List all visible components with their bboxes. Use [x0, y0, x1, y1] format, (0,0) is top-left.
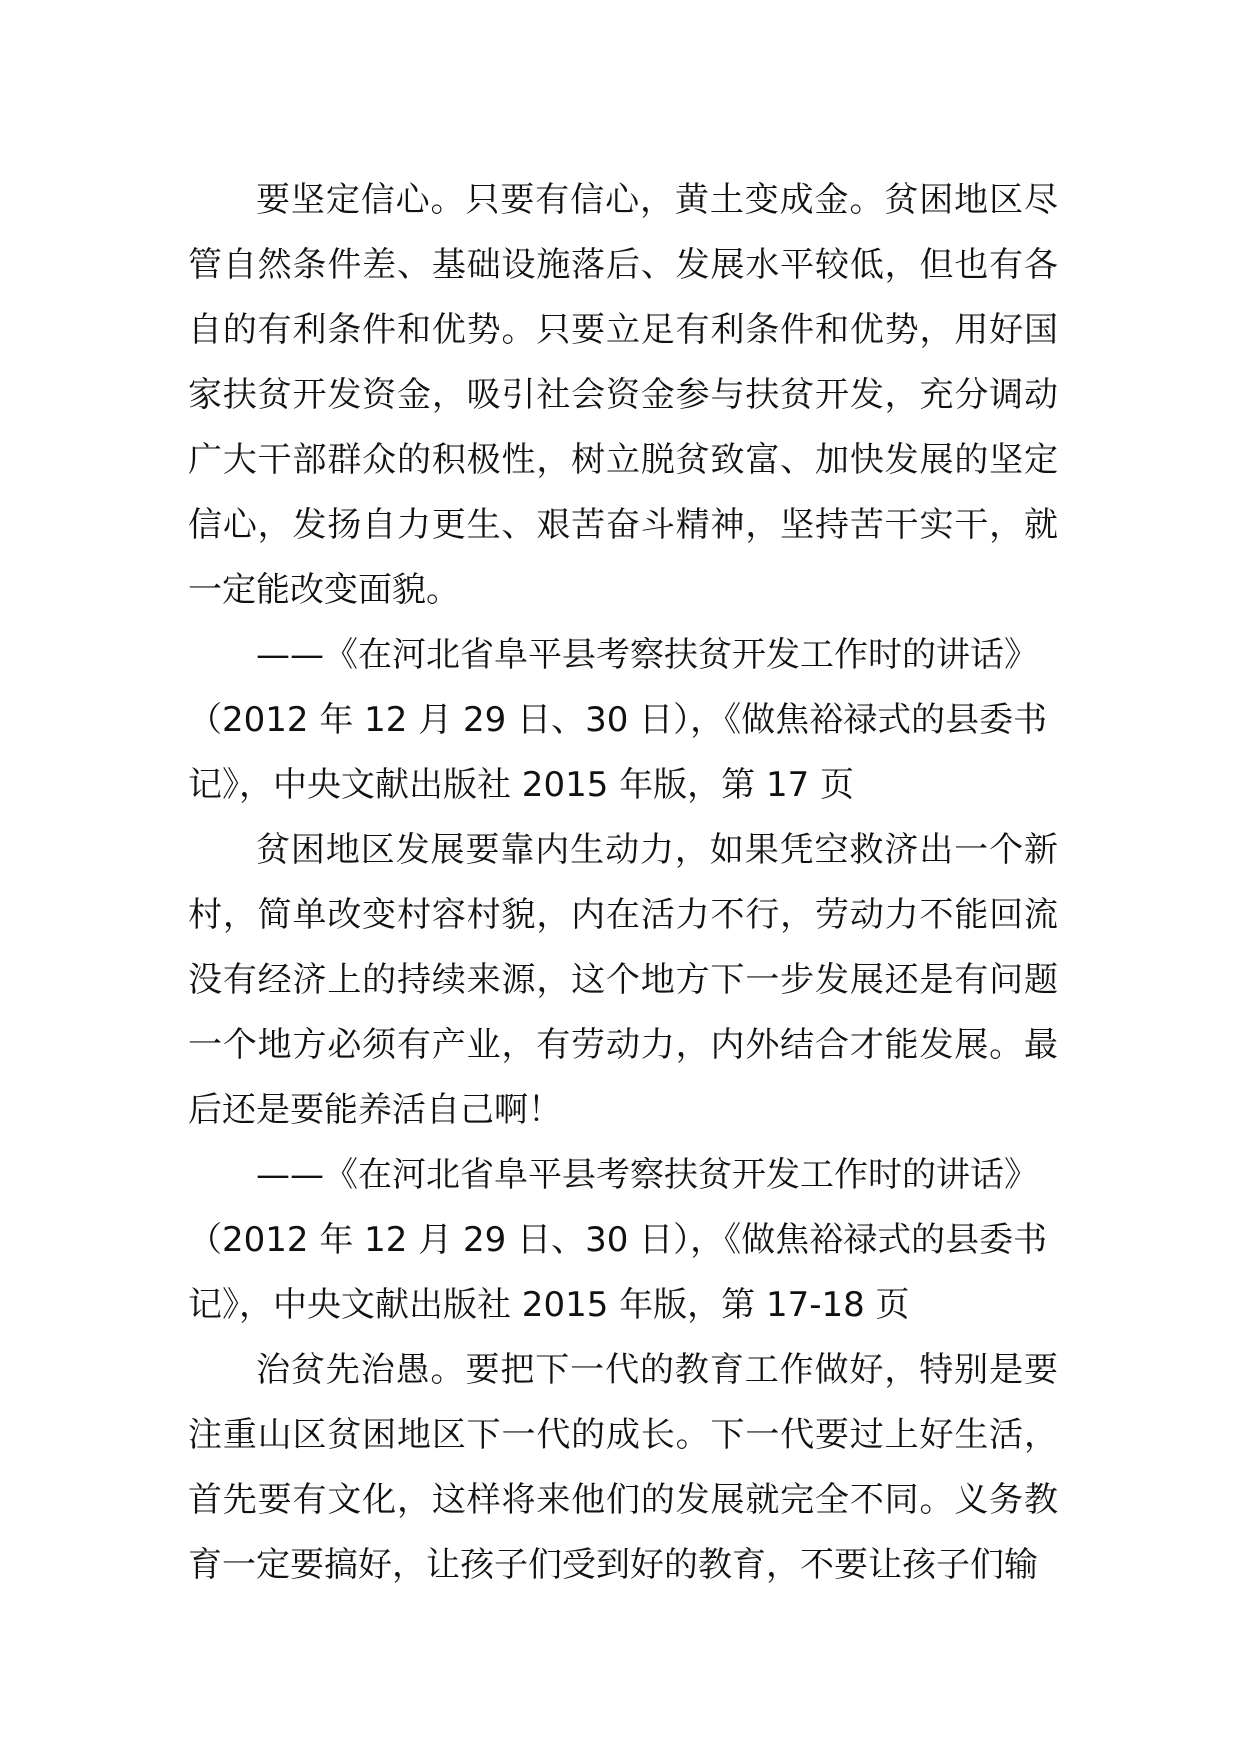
document-body [188, 168, 1058, 1598]
quote-paragraph-2: 贫困地区发展要靠内生动力，如果凭空救济出一个新村，简单改变村容村貌，内在活力不行，劳动力不能回流没有经济上的持续来源，这个地方下一步发展还是有问题一个地方必须有产业，有劳动力，内外结合才能发展。最后还是要能养活自己啊！ [188, 830, 1058, 1130]
quote-paragraph-3: 治贫先治愚。要把下一代的教育工作做好，特别是要注重山区贫困地区下一代的成长。下一代要过上好生活，首先要有文化，这样将来他们的发展就完全不同。义务教育一定要搞好，让孩子们受到好的教育，不要让孩子们输 [188, 1350, 1058, 1585]
quote-paragraph-1: 要坚定信心。只要有信心，黄土变成金。贫困地区尽管自然条件差、基础设施落后、发展水平较低，但也有各自的有利条件和优势。只要立足有利条件和优势，用好国家扶贫开发资金，吸引社会资金参与扶贫开发，充分调动广大干部群众的积极性，树立脱贫致富、加快发展的坚定信心，发扬自力更生、艰苦奋斗精神，坚持苦干实干，就一定能改变面貌。 [188, 180, 1058, 610]
source-citation-2: ——《在河北省阜平县考察扶贫开发工作时的讲话》（2012 年 12 月 29 日、30 日），《做焦裕禄式的县委书记》，中央文献出版社 2015 年版，第 17-18 页 [188, 1155, 1048, 1325]
source-citation-1: ——《在河北省阜平县考察扶贫开发工作时的讲话》（2012 年 12 月 29 日、30 日），《做焦裕禄式的县委书记》，中央文献出版社 2015 年版，第 17 页 [188, 635, 1048, 805]
